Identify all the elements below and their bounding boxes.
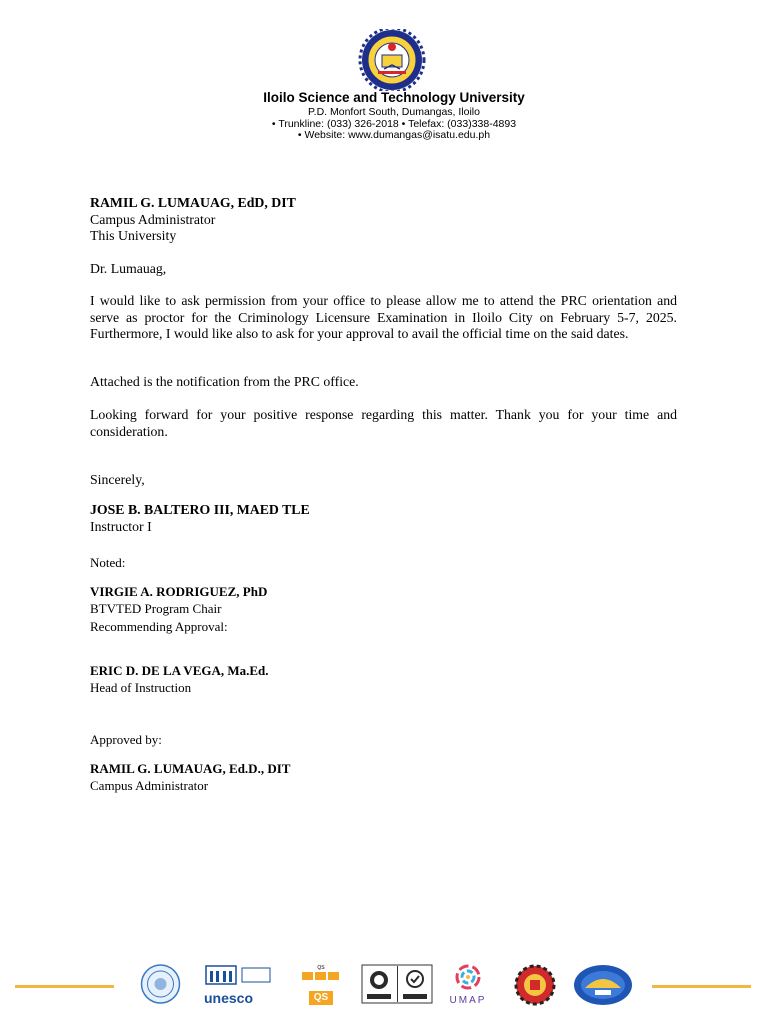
unesco-temple-icon bbox=[204, 964, 274, 986]
closing: Sincerely, bbox=[90, 472, 145, 487]
salutation: Dr. Lumauag, bbox=[90, 261, 167, 276]
university-address: P.D. Monfort South, Dumangas, Iloilo bbox=[308, 106, 480, 118]
university-name: Iloilo Science and Technology University bbox=[263, 90, 525, 105]
sender-title: Instructor I bbox=[90, 518, 152, 534]
footer-accent-left bbox=[15, 985, 114, 988]
noted-name: VIRGIE A. RODRIGUEZ, PhD bbox=[90, 584, 268, 599]
recommending-label: Recommending Approval: bbox=[90, 619, 228, 634]
iso-ukas-icon bbox=[361, 964, 433, 1004]
recommending-block bbox=[90, 663, 677, 696]
noted-label: Noted: bbox=[90, 555, 126, 570]
noted-block bbox=[90, 584, 677, 617]
isatu-seal-icon bbox=[358, 29, 426, 91]
sender-block bbox=[90, 502, 677, 535]
recommending-name: ERIC D. DE LA VEGA, Ma.Ed. bbox=[90, 663, 269, 678]
qs-stars-graphic bbox=[302, 964, 340, 986]
recommending-title: Head of Instruction bbox=[90, 679, 192, 695]
recipient-title: Campus Administrator bbox=[90, 211, 216, 227]
paragraph-1: I would like to ask permission from your office to please allow me to attend the PRC orientation and serve as proctor for the Criminology Licensure Examination in Iloilo City on February 5-7, 2025. Furthermore, I would like also to ask for your approval to avail the official time on the said dates. bbox=[90, 293, 677, 341]
qs-stars-icon bbox=[302, 964, 340, 1006]
recipient-block bbox=[90, 195, 677, 245]
approved-title: Campus Administrator bbox=[90, 777, 209, 793]
paragraph-3: Looking forward for your positive response regarding this matter. Thank you for your time and consideration. bbox=[90, 407, 677, 439]
umap-text: UMAP bbox=[449, 995, 487, 1006]
approved-label: Approved by: bbox=[90, 732, 162, 747]
sender-name: JOSE B. BALTERO III, MAED TLE bbox=[90, 502, 310, 517]
footer-accent-right bbox=[652, 985, 751, 988]
paragraph-2: Attached is the notification from the PRC office. bbox=[90, 374, 359, 389]
svg-text:QS: QS bbox=[317, 965, 325, 971]
unesco-text: unesco bbox=[204, 990, 254, 1006]
umap-icon bbox=[448, 964, 488, 1006]
unesco-icon bbox=[204, 964, 274, 1004]
recipient-name: RAMIL G. LUMAUAG, EdD, DIT bbox=[90, 195, 296, 210]
approved-name: RAMIL G. LUMAUAG, Ed.D., DIT bbox=[90, 761, 291, 776]
umap-swirl-icon bbox=[448, 964, 488, 990]
university-website: • Website: www.dumangas@isatu.edu.ph bbox=[297, 129, 491, 141]
approved-block bbox=[90, 761, 677, 794]
noted-title: BTVTED Program Chair bbox=[90, 600, 222, 616]
seal-icon bbox=[133, 964, 188, 1004]
aaccup-icon bbox=[573, 964, 633, 1006]
university-phones: • Trunkline: (033) 326-2018 • Telefax: (033)338-4893 bbox=[271, 118, 517, 130]
recipient-org: This University bbox=[90, 228, 177, 243]
qs-text: QS bbox=[309, 991, 333, 1005]
gear-emblem-icon bbox=[506, 964, 564, 1006]
